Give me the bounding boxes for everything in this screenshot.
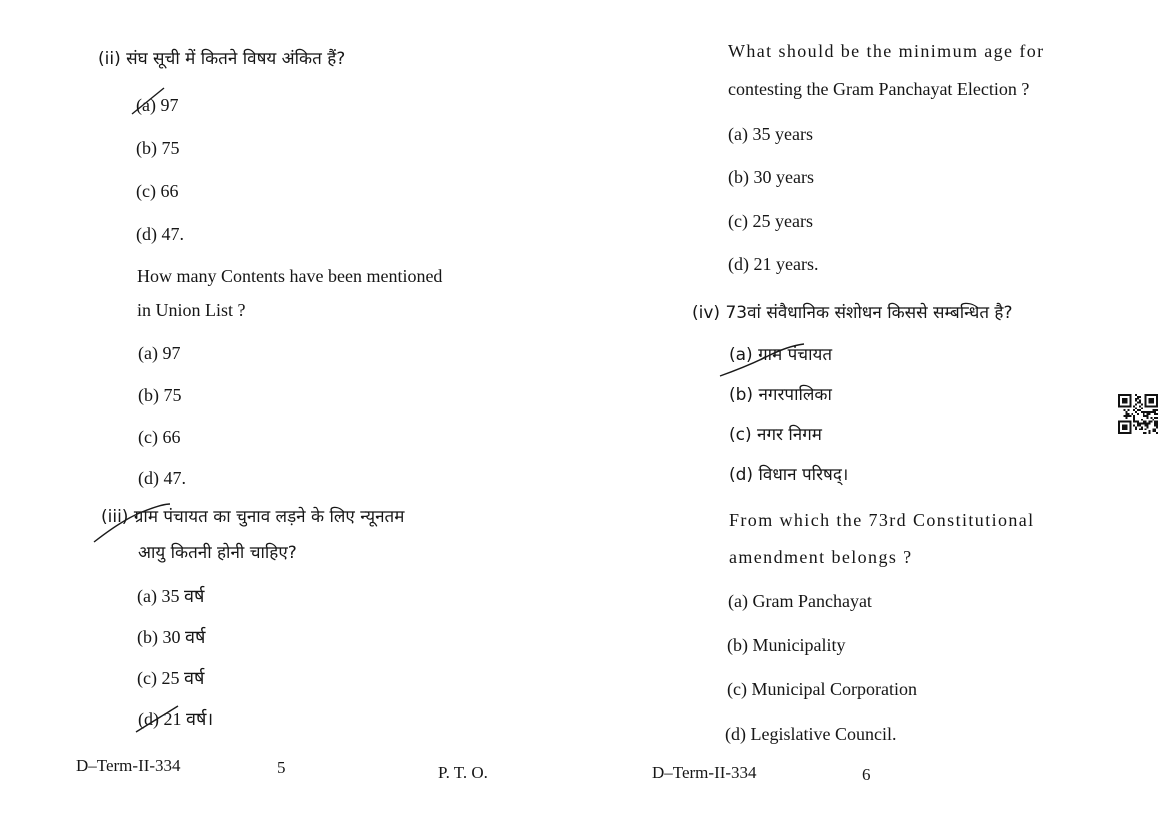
- footer-left-code: D–Term-II-334: [76, 756, 181, 775]
- q3-english-option-b: (b) 30 years: [728, 167, 814, 187]
- pen-tick-mark-icon: [718, 340, 808, 380]
- pen-tick-mark-icon: [128, 84, 168, 118]
- q2-english-option-a: (a) 97: [138, 343, 181, 363]
- q2-hindi-option-d: (d) 47.: [136, 224, 184, 244]
- q4-english-option-c: (c) Municipal Corporation: [727, 679, 917, 699]
- q3-hindi-option-d: (d) 21 वर्ष।: [138, 709, 214, 729]
- q3-hindi-option-c: (c) 25 वर्ष: [137, 668, 205, 688]
- q2-hindi-option-a: (a) 97: [136, 95, 179, 115]
- qr-code-icon: [1118, 394, 1158, 434]
- q3-english-line1: What should be the minimum age for: [728, 41, 1045, 61]
- q2-english-option-b: (b) 75: [138, 385, 182, 405]
- q3-english-option-d: (d) 21 years.: [728, 254, 819, 274]
- q4-english-line1: From which the 73rd Constitutional: [729, 510, 1035, 530]
- footer-pto: P. T. O.: [438, 763, 488, 782]
- pen-tick-mark-icon: [92, 500, 172, 546]
- q3-english-option-a: (a) 35 years: [728, 124, 813, 144]
- q4-hindi-option-a: (a) ग्राम पंचायत: [729, 345, 833, 365]
- q4-english-option-a: (a) Gram Panchayat: [728, 591, 872, 611]
- q4-english-option-b: (b) Municipality: [727, 635, 846, 655]
- q2-hindi-option-b: (b) 75: [136, 138, 180, 158]
- footer-left-page-number: 5: [277, 758, 286, 777]
- q3-english-line2: contesting the Gram Panchayat Election ?: [728, 79, 1030, 99]
- pen-tick-mark-icon: [132, 700, 182, 736]
- q2-english-option-c: (c) 66: [138, 427, 181, 447]
- q4-hindi-option-b: (b) नगरपालिका: [729, 385, 832, 405]
- q4-hindi: (iv) 73वां संवैधानिक संशोधन किससे सम्बन्धित है?: [692, 303, 1013, 323]
- q3-hindi-option-b: (b) 30 वर्ष: [137, 627, 206, 647]
- q2-english-option-d: (d) 47.: [138, 468, 186, 488]
- q3-hindi-line1: (iii) ग्राम पंचायत का चुनाव लड़ने के लिए न्यूनतम: [101, 507, 405, 527]
- q2-hindi: (ii) संघ सूची में कितने विषय अंकित हैं?: [98, 49, 346, 69]
- q4-english-line2: amendment belongs ?: [729, 547, 913, 567]
- q4-hindi-option-d: (d) विधान परिषद्।: [729, 465, 849, 485]
- q3-hindi-option-a: (a) 35 वर्ष: [137, 586, 205, 606]
- q3-hindi-line2: आयु कितनी होनी चाहिए?: [138, 543, 297, 563]
- q4-hindi-option-c: (c) नगर निगम: [729, 425, 822, 445]
- q3-english-option-c: (c) 25 years: [728, 211, 813, 231]
- q2-english-line1: How many Contents have been mentioned: [137, 266, 443, 286]
- footer-right-code: D–Term-II-334: [652, 763, 757, 782]
- q2-hindi-option-c: (c) 66: [136, 181, 179, 201]
- q2-english-line2: in Union List ?: [137, 300, 246, 320]
- footer-right-page-number: 6: [862, 765, 871, 784]
- q4-english-option-d: (d) Legislative Council.: [725, 724, 897, 744]
